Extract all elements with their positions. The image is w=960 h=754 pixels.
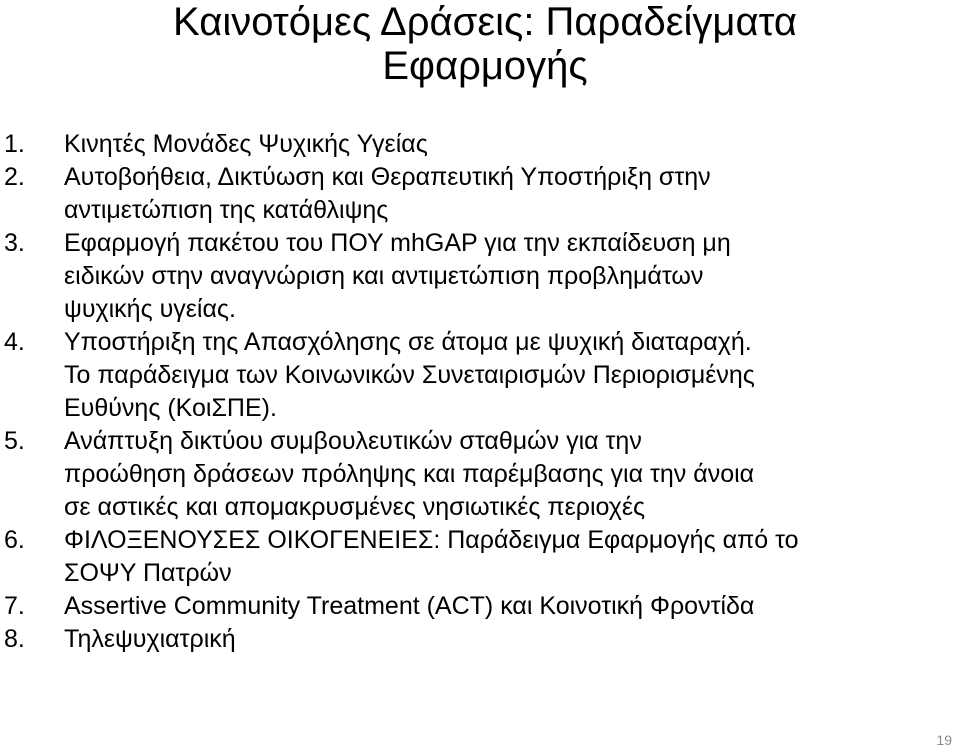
slide-title-line-2: Εφαρμογής [382, 44, 588, 88]
list-item-text: ψυχικής υγείας. [64, 295, 236, 323]
list-item-text: Υποστήριξη της Απασχόλησης σε άτομα με ψυχική διαταραχή. [64, 328, 752, 356]
list-item-text: Τηλεψυχιατρική [64, 625, 236, 653]
slide-title-line-1: Καινοτόμες Δράσεις: Παραδείγματα [173, 0, 797, 44]
list-item-text: σε αστικές και απομακρυσμένες νησιωτικές περιοχές [64, 493, 646, 521]
list-item-number: 3. [4, 229, 25, 257]
list-item-5 [4, 425, 954, 524]
list-item-6 [4, 524, 954, 590]
list-item-text: Ανάπτυξη δικτύου συμβουλευτικών σταθμών για την [64, 427, 642, 455]
list-item-number: 7. [4, 592, 25, 620]
list-item-text: Ευθύνης (ΚοιΣΠΕ). [64, 394, 277, 422]
list-item-2 [4, 161, 954, 227]
page-number: 19 [936, 732, 952, 748]
list-item-number: 1. [4, 130, 25, 158]
list-item-number: 6. [4, 526, 25, 554]
list-item-text: Κινητές Μονάδες Ψυχικής Υγείας [64, 130, 428, 158]
list-item-number: 2. [4, 163, 25, 191]
list-item-text: Αυτοβοήθεια, Δικτύωση και Θεραπευτική Υποστήριξη στην [64, 163, 711, 191]
list-item-number: 8. [4, 625, 25, 653]
list-item-text: αντιμετώπιση της κατάθλιψης [64, 196, 389, 224]
actions-list [4, 128, 954, 656]
list-item-text: προώθηση δράσεων πρόληψης και παρέμβασης για την άνοια [64, 460, 755, 488]
list-item-3 [4, 227, 954, 326]
list-item-number: 5. [4, 427, 25, 455]
list-item-text: Εφαρμογή πακέτου του ΠΟΥ mhGAP για την εκπαίδευση μη [64, 229, 731, 257]
slide-title [40, 0, 930, 88]
list-item-7 [4, 590, 954, 623]
list-item-1 [4, 128, 954, 161]
list-item-4 [4, 326, 954, 425]
list-item-text: ΦΙΛΟΞΕΝΟΥΣΕΣ ΟΙΚΟΓΕΝΕΙΕΣ: Παράδειγμα Εφαρμογής από το [64, 526, 799, 554]
list-item-text: Το παράδειγμα των Κοινωνικών Συνεταιρισμών Περιορισμένης [64, 361, 755, 389]
list-item-text: ειδικών στην αναγνώριση και αντιμετώπιση προβλημάτων [64, 262, 704, 290]
list-item-number: 4. [4, 328, 25, 356]
list-item-8 [4, 623, 954, 656]
list-item-text: ΣΟΨΥ Πατρών [64, 559, 232, 587]
list-item-text: Assertive Community Treatment (ACT) και Κοινοτική Φροντίδα [64, 592, 755, 620]
